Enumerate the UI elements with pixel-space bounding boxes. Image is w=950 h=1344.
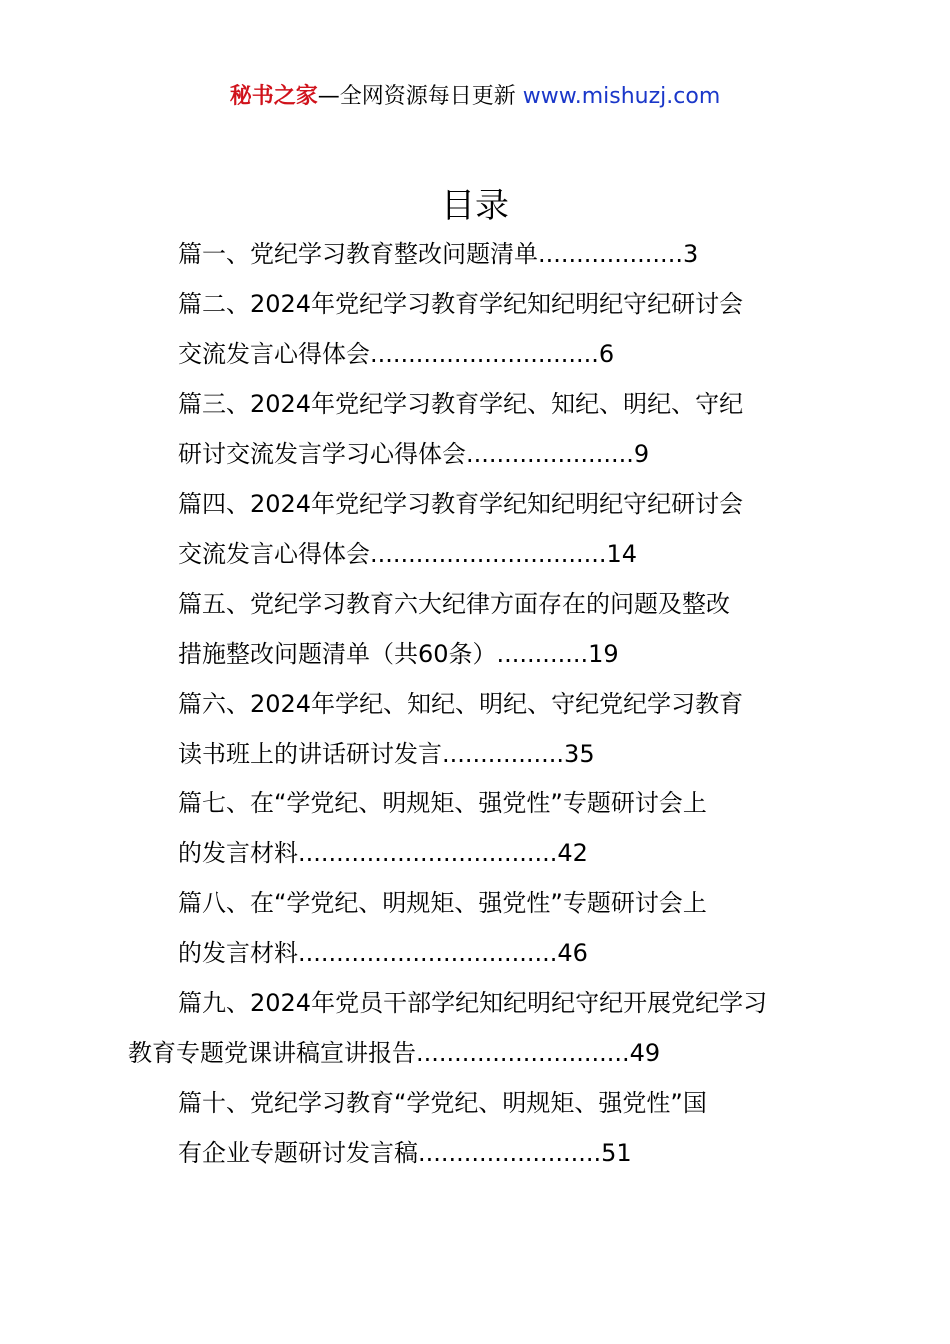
- site-url-link[interactable]: www.mishuzj.com: [522, 84, 721, 109]
- page-title: 目录: [441, 186, 509, 226]
- toc-entry-7-line-2[interactable]: 的发言材料..................................42: [178, 839, 588, 867]
- toc-entry-3-line-1[interactable]: 篇三、2024年党纪学习教育学纪、知纪、明纪、守纪: [178, 390, 744, 418]
- toc-entry-6-line-2[interactable]: 读书班上的讲话研讨发言................35: [178, 740, 595, 768]
- site-header: [0, 80, 950, 114]
- site-brand: 秘书之家: [229, 84, 318, 109]
- toc-entry-2-line-2[interactable]: 交流发言心得体会..............................6: [178, 340, 615, 368]
- toc-entry-4-line-1[interactable]: 篇四、2024年党纪学习教育学纪知纪明纪守纪研讨会: [178, 490, 744, 518]
- toc-entry-5-line-1[interactable]: 篇五、党纪学习教育六大纪律方面存在的问题及整改: [178, 590, 730, 618]
- toc-entry-3-line-2[interactable]: 研讨交流发言学习心得体会......................9: [178, 440, 650, 468]
- toc-entry-2-line-1[interactable]: 篇二、2024年党纪学习教育学纪知纪明纪守纪研讨会: [178, 290, 744, 318]
- site-tagline: —全网资源每日更新: [317, 84, 516, 109]
- toc-entry-8-line-1[interactable]: 篇八、在“学党纪、明规矩、强党性”专题研讨会上: [178, 889, 707, 917]
- toc-entry-7-line-1[interactable]: 篇七、在“学党纪、明规矩、强党性”专题研讨会上: [178, 789, 707, 817]
- toc-entry-8-line-2[interactable]: 的发言材料..................................46: [178, 939, 588, 967]
- toc-entry-5-line-2[interactable]: 措施整改问题清单（共60条）............19: [178, 640, 619, 668]
- toc-entry-4-line-2[interactable]: 交流发言心得体会...............................14: [178, 540, 638, 568]
- toc-entry-6-line-1[interactable]: 篇六、2024年学纪、知纪、明纪、守纪党纪学习教育: [178, 690, 744, 718]
- toc-entry-9-line-2[interactable]: 教育专题党课讲稿宣讲报告............................49: [128, 1039, 661, 1067]
- toc-entry-10-line-1[interactable]: 篇十、党纪学习教育“学党纪、明规矩、强党性”国: [178, 1089, 707, 1117]
- toc-entry-9-line-1[interactable]: 篇九、2024年党员干部学纪知纪明纪守纪开展党纪学习: [178, 989, 768, 1017]
- toc-entry-1[interactable]: 篇一、党纪学习教育整改问题清单...................3: [178, 240, 699, 268]
- toc-entry-10-line-2[interactable]: 有企业专题研讨发言稿........................51: [178, 1139, 632, 1167]
